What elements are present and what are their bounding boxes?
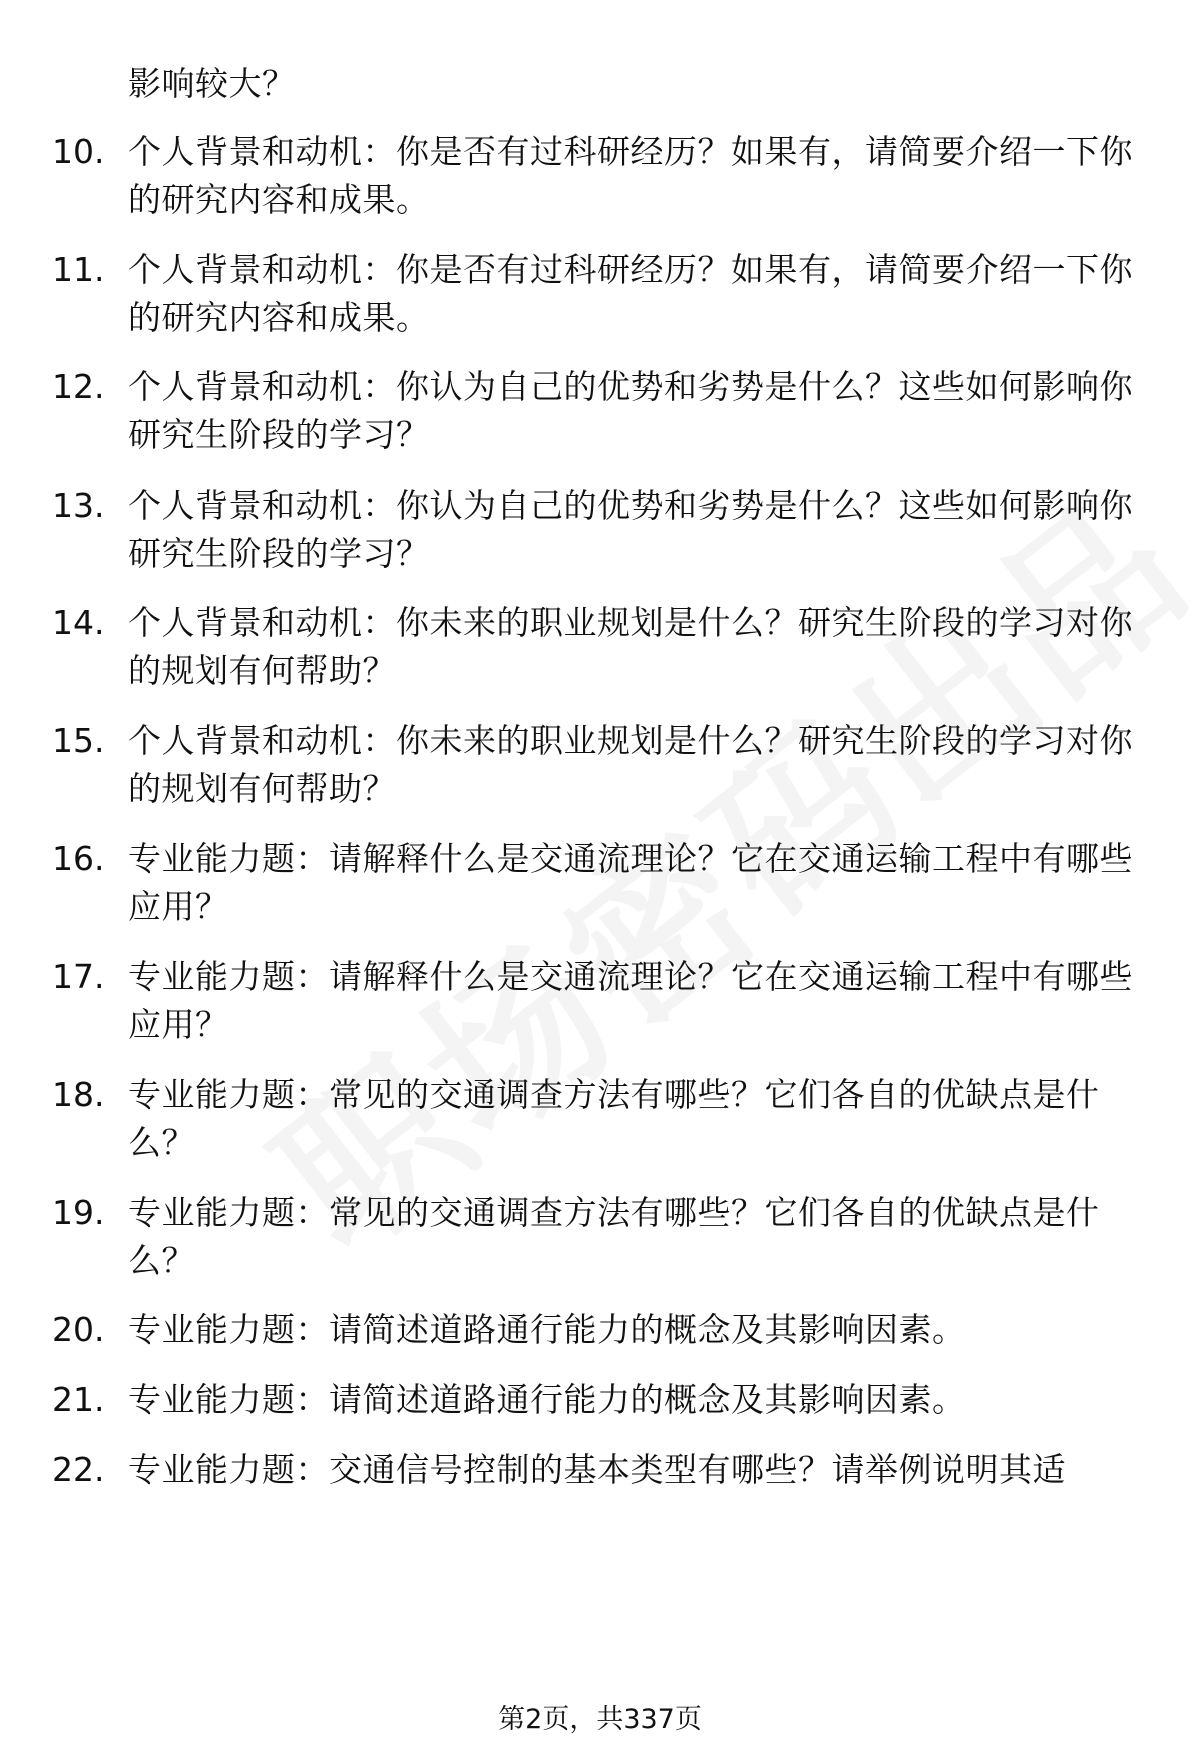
question-number: 16.	[52, 839, 105, 878]
question-text: 专业能力题：请简述道路通行能力的概念及其影响因素。	[128, 1380, 966, 1419]
question-number: 15.	[52, 721, 105, 760]
question-number: 12.	[52, 367, 105, 406]
question-text: 专业能力题：请简述道路通行能力的概念及其影响因素。	[128, 1310, 966, 1349]
question-text: 个人背景和动机：你是否有过科研经历？如果有，请简要介绍一下你的研究内容和成果。	[128, 250, 1133, 337]
question-number: 13.	[52, 486, 105, 525]
question-number: 22.	[52, 1450, 105, 1489]
question-number: 14.	[52, 603, 105, 642]
question-text: 专业能力题：交通信号控制的基本类型有哪些？请举例说明其适	[128, 1450, 1066, 1489]
question-text: 个人背景和动机：你未来的职业规划是什么？研究生阶段的学习对你的规划有何帮助？	[128, 721, 1133, 808]
question-number: 19.	[52, 1193, 105, 1232]
question-number: 11.	[52, 250, 105, 289]
question-number: 21.	[52, 1380, 105, 1419]
question-text: 专业能力题：请解释什么是交通流理论？它在交通运输工程中有哪些应用？	[128, 957, 1133, 1044]
question-text: 专业能力题：常见的交通调查方法有哪些？它们各自的优缺点是什么？	[128, 1075, 1100, 1162]
question-number: 17.	[52, 957, 105, 996]
question-text: 个人背景和动机：你认为自己的优势和劣势是什么？这些如何影响你研究生阶段的学习？	[128, 486, 1133, 573]
page-footer: 第2页，共337页	[498, 1704, 702, 1735]
question-text: 专业能力题：常见的交通调查方法有哪些？它们各自的优缺点是什么？	[128, 1193, 1100, 1280]
question-number: 18.	[52, 1075, 105, 1114]
question-text: 个人背景和动机：你是否有过科研经历？如果有，请简要介绍一下你的研究内容和成果。	[128, 132, 1133, 219]
question-text: 专业能力题：请解释什么是交通流理论？它在交通运输工程中有哪些应用？	[128, 839, 1133, 926]
question-text: 个人背景和动机：你认为自己的优势和劣势是什么？这些如何影响你研究生阶段的学习？	[128, 367, 1133, 454]
question-text: 个人背景和动机：你未来的职业规划是什么？研究生阶段的学习对你的规划有何帮助？	[128, 603, 1133, 690]
question-number: 20.	[52, 1310, 105, 1349]
continuation-text: 影响较大？	[128, 64, 296, 103]
question-number: 10.	[52, 132, 105, 171]
